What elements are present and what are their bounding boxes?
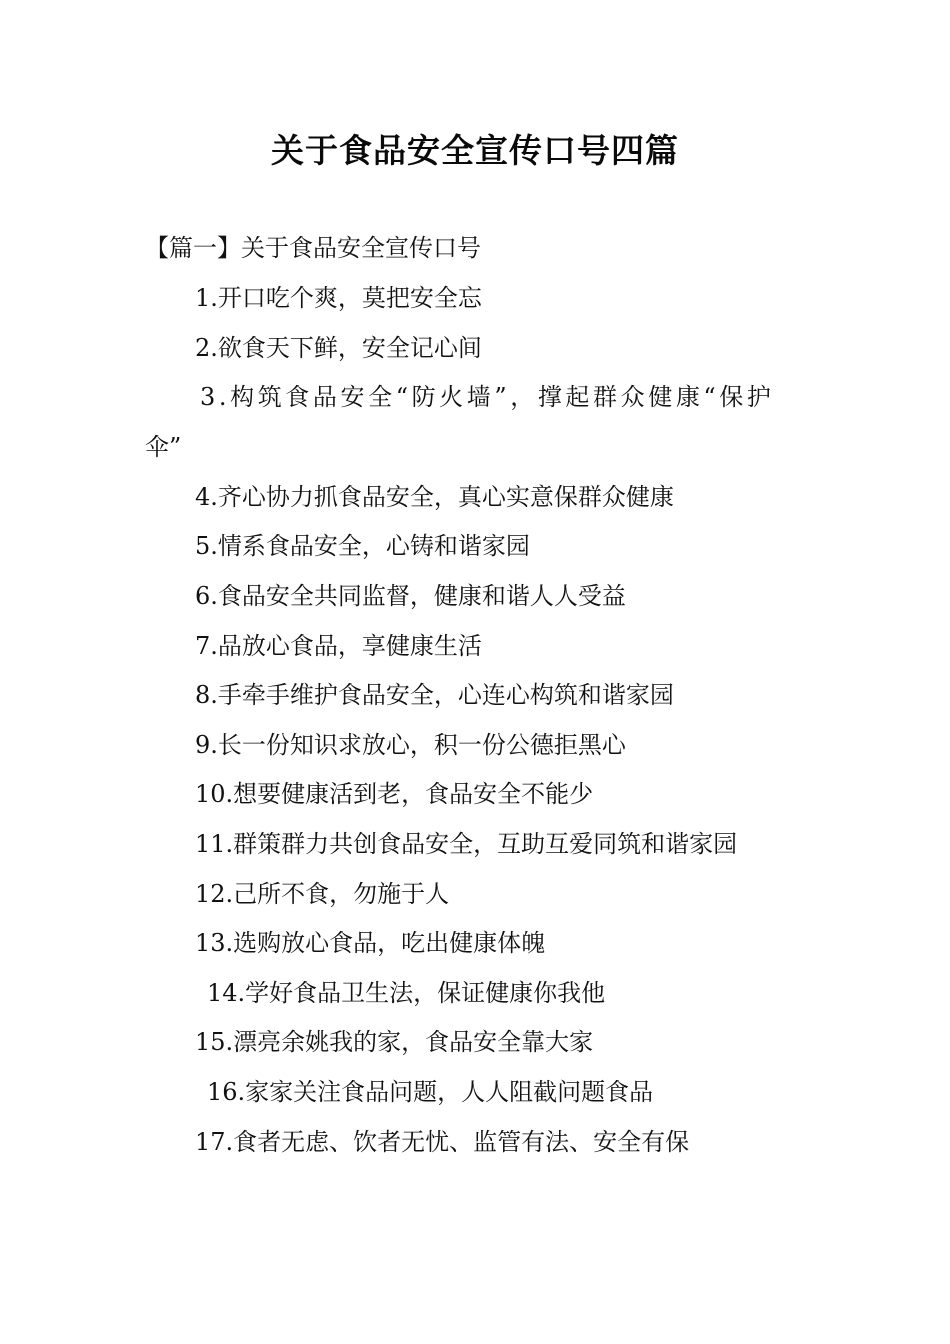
section-heading: 【篇一】关于食品安全宣传口号 — [145, 234, 481, 262]
list-item — [0, 379, 950, 465]
list-item: 13.选购放心食品，吃出健康体魄 — [195, 929, 546, 958]
list-item: 8.手牵手维护食品安全，心连心构筑和谐家园 — [195, 681, 674, 710]
list-item: 10.想要健康活到老，食品安全不能少 — [195, 780, 594, 809]
list-item: 11.群策群力共创食品安全，互助互爱同筑和谐家园 — [195, 829, 738, 858]
document-title: 关于食品安全宣传口号四篇 — [271, 131, 679, 170]
list-item: 5.情系食品安全，心铸和谐家园 — [195, 532, 530, 561]
list-item: 12.己所不食，勿施于人 — [195, 879, 450, 908]
slogan-list — [0, 280, 950, 1173]
list-item: 14.学好食品卫生法，保证健康你我他 — [207, 978, 606, 1007]
list-item-line-1: 3.构筑食品安全“防火墙”，撑起群众健康“保护 — [200, 383, 775, 412]
list-item: 6.食品安全共同监督，健康和谐人人受益 — [195, 581, 626, 610]
list-item: 4.齐心协力抓食品安全，真心实意保群众健康 — [195, 482, 674, 511]
list-item: 15.漂亮余姚我的家，食品安全靠大家 — [195, 1028, 594, 1057]
list-item: 1.开口吃个爽，莫把安全忘 — [195, 284, 482, 312]
list-item: 2.欲食天下鲜，安全记心间 — [195, 333, 482, 362]
list-item: 16.家家关注食品问题，人人阻截问题食品 — [207, 1077, 654, 1106]
list-item: 9.长一份知识求放心，积一份公德拒黑心 — [195, 730, 626, 759]
list-item: 17.食者无虑、饮者无忧、监管有法、安全有保 — [195, 1127, 690, 1156]
list-item-line-2: 伞” — [145, 433, 182, 462]
list-item: 7.品放心食品，享健康生活 — [195, 631, 482, 660]
